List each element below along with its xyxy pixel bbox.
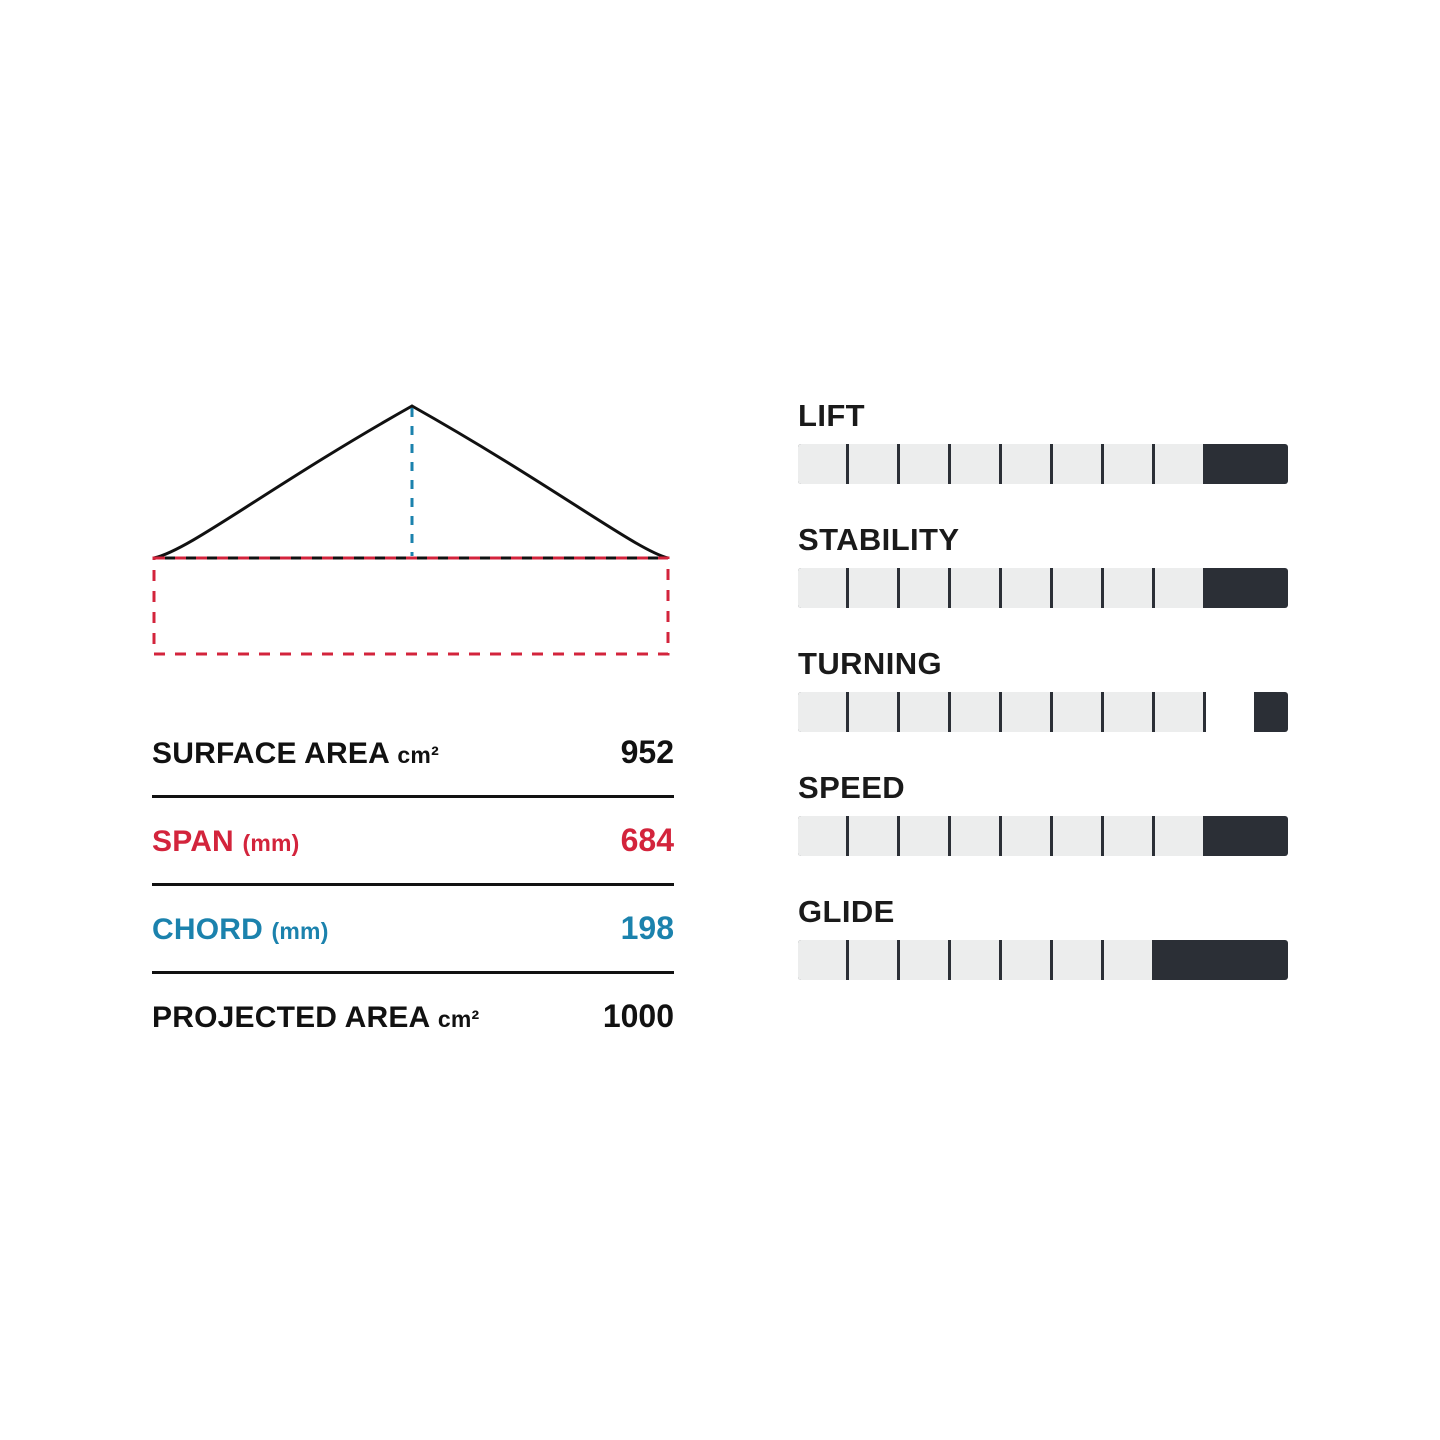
rating-segment xyxy=(1002,444,1053,484)
metric-lift xyxy=(798,398,1290,484)
rating-segment xyxy=(1155,816,1206,856)
metric-glide xyxy=(798,894,1290,980)
spec-value: 684 xyxy=(620,822,674,858)
rating-segment xyxy=(1053,940,1104,980)
metric-label: STABILITY xyxy=(798,522,960,557)
rating-segment xyxy=(1002,568,1053,608)
rating-segment xyxy=(951,816,1002,856)
spec-value: 198 xyxy=(620,910,674,946)
rating-segment xyxy=(798,692,849,732)
rating-segment xyxy=(900,568,951,608)
metric-stability xyxy=(798,522,1290,608)
rating-segment xyxy=(1104,444,1155,484)
rating-segment xyxy=(1104,568,1155,608)
wing-outline-diagram xyxy=(150,390,680,665)
rating-segment xyxy=(849,816,900,856)
spec-label-unit: (mm) xyxy=(242,830,300,856)
rating-segment xyxy=(1053,568,1104,608)
spec-row xyxy=(152,974,674,1062)
ratings-panel xyxy=(798,398,1290,1018)
rating-segment xyxy=(900,444,951,484)
rating-segment xyxy=(1002,816,1053,856)
rating-bar-stability xyxy=(798,568,1288,608)
spec-label-unit: cm² xyxy=(437,1006,480,1032)
wing-figure-panel xyxy=(150,390,680,665)
rating-segment xyxy=(951,444,1002,484)
rating-segment xyxy=(900,940,951,980)
spec-value: 1000 xyxy=(602,998,674,1034)
spec-label xyxy=(152,887,329,947)
rating-segment xyxy=(849,568,900,608)
spec-label-text: CHORD xyxy=(152,913,263,946)
rating-segment xyxy=(1053,816,1104,856)
spec-label-unit: (mm) xyxy=(271,918,329,944)
rating-bar-turning xyxy=(798,692,1288,732)
spec-label xyxy=(152,975,479,1035)
rating-segment xyxy=(849,940,900,980)
spec-row xyxy=(152,886,674,974)
rating-segment xyxy=(1206,692,1257,732)
metric-label: SPEED xyxy=(798,770,906,805)
rating-segment xyxy=(798,816,849,856)
rating-segment xyxy=(1002,692,1053,732)
spec-row xyxy=(152,710,674,798)
rating-segment xyxy=(951,692,1002,732)
rating-segment xyxy=(900,816,951,856)
rating-segment xyxy=(900,692,951,732)
spec-row xyxy=(152,798,674,886)
rating-segment xyxy=(849,444,900,484)
rating-segment xyxy=(951,940,1002,980)
rating-bar-speed xyxy=(798,816,1288,856)
metric-turning xyxy=(798,646,1290,732)
metric-label: TURNING xyxy=(798,646,943,681)
spec-label xyxy=(152,711,439,771)
rating-segment xyxy=(951,568,1002,608)
rating-segment xyxy=(798,444,849,484)
spec-label-unit: cm² xyxy=(397,742,439,768)
rating-segment xyxy=(1002,940,1053,980)
rating-segment xyxy=(798,940,849,980)
metric-label: GLIDE xyxy=(798,894,895,929)
rating-segment xyxy=(798,568,849,608)
metric-speed xyxy=(798,770,1290,856)
rating-segment xyxy=(849,692,900,732)
spec-label xyxy=(152,799,300,859)
rating-segment xyxy=(1104,692,1155,732)
rating-segment xyxy=(1155,444,1206,484)
spec-label-text: SPAN xyxy=(152,825,234,858)
spec-table xyxy=(152,710,674,1062)
rating-bar-lift xyxy=(798,444,1288,484)
metric-label: LIFT xyxy=(798,398,866,433)
rating-segment xyxy=(1104,816,1155,856)
rating-segment xyxy=(1155,568,1206,608)
rating-bar-glide xyxy=(798,940,1288,980)
rating-segment xyxy=(1053,692,1104,732)
spec-label-text: PROJECTED AREA xyxy=(152,1001,430,1034)
spec-label-text: SURFACE AREA xyxy=(152,737,389,770)
span-dashed-rectangle xyxy=(154,558,668,654)
rating-segment xyxy=(1155,692,1206,732)
rating-segment xyxy=(1104,940,1155,980)
rating-segment xyxy=(1053,444,1104,484)
spec-value: 952 xyxy=(620,734,674,770)
